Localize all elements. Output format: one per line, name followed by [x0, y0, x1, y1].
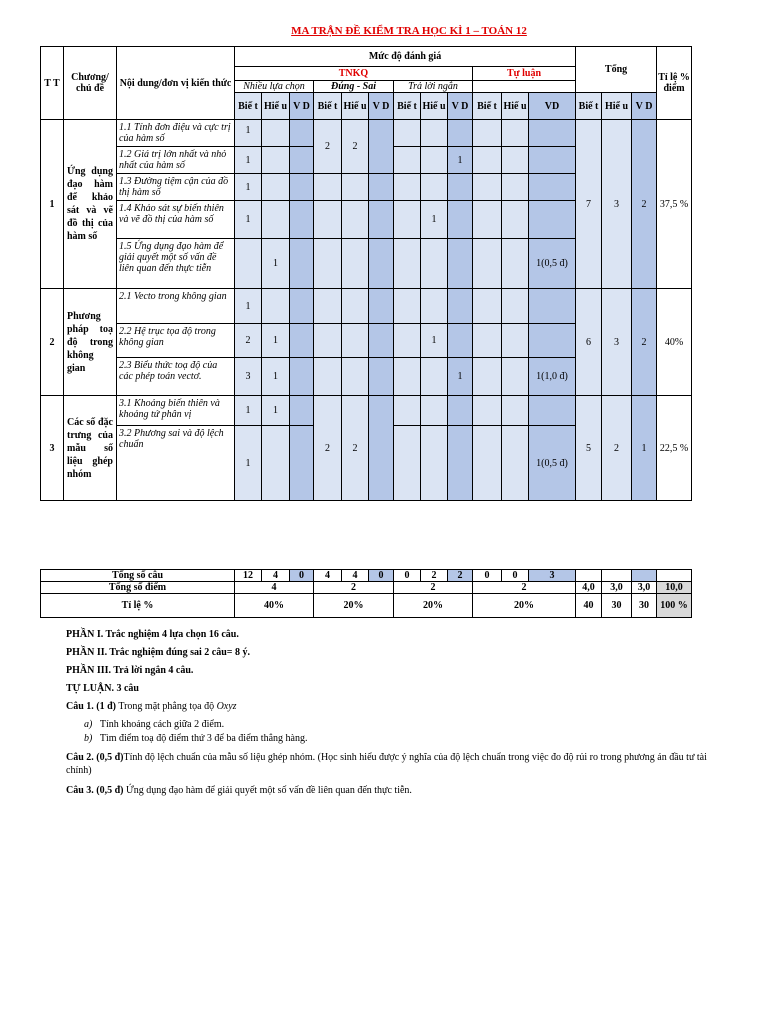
- summary-points-total: 4,0: [576, 582, 602, 594]
- summary-ratio: 20%: [473, 594, 576, 618]
- summary-ratio: 20%: [314, 594, 394, 618]
- summary-count: 2: [448, 570, 473, 582]
- header-tf: Đúng - Sai: [314, 81, 394, 93]
- row-tt: 1: [41, 120, 64, 289]
- cell-value: 1: [448, 147, 473, 174]
- summary-count: 4: [314, 570, 342, 582]
- content-cell: 2.3 Biểu thức toạ độ của các phép toán vectơ.: [117, 358, 235, 396]
- cell-value: 1: [448, 358, 473, 396]
- summary-count: 4: [262, 570, 290, 582]
- summary-count: 0: [502, 570, 529, 582]
- cell-value: 1: [421, 324, 448, 358]
- col-hieu: Hiể u: [262, 93, 290, 120]
- summary-count: 3: [529, 570, 576, 582]
- header-mcq: Nhiều lựa chọn: [235, 81, 314, 93]
- question-1a-text: Tính khoảng cách giữa 2 điểm.: [99, 719, 225, 730]
- row-tt: 2: [41, 289, 64, 396]
- header-tuluan: Tự luận: [473, 67, 576, 81]
- cell-value: 2: [342, 120, 369, 174]
- summary-ratio-total: 40: [576, 594, 602, 618]
- summary-ratio-total: 30: [602, 594, 632, 618]
- question-2: [66, 751, 726, 777]
- summary-ratio-total: 30: [632, 594, 657, 618]
- col-biet: Biế t: [314, 93, 342, 120]
- total-hieu: 3: [602, 289, 632, 396]
- header-chapter: Chương/ chủ đề: [64, 47, 117, 120]
- cell-value: 1: [421, 201, 448, 239]
- content-cell: 1.5 Ứng dụng đạo hàm để giải quyết một số vấn đề liên quan đến thực tiễn: [117, 239, 235, 289]
- col-biet: Biế t: [235, 93, 262, 120]
- ratio-cell: 37,5 %: [657, 120, 692, 289]
- content-cell: 3.2 Phương sai và độ lệch chuẩn: [117, 426, 235, 501]
- essay-text: TỰ LUẬN. 3 câu: [66, 683, 139, 694]
- summary-points-total: 3,0: [632, 582, 657, 594]
- page-title: MA TRẬN ĐỀ KIỂM TRA HỌC KÌ 1 – TOÁN 12: [291, 25, 527, 37]
- content-cell: 2.1 Vecto trong không gian: [117, 289, 235, 324]
- ratio-cell: 40%: [657, 289, 692, 396]
- cell-value: 3: [235, 358, 262, 396]
- total-biet: 6: [576, 289, 602, 396]
- question-2-label: Câu 2. (0,5 đ): [66, 752, 124, 763]
- content-cell: 2.2 Hệ trục tọa độ trong không gian: [117, 324, 235, 358]
- ratio-cell: 22,5 %: [657, 396, 692, 501]
- part-2-note: [66, 646, 250, 659]
- summary-points: 2: [314, 582, 394, 594]
- cell-value: 2: [235, 324, 262, 358]
- question-3-label: Câu 3. (0,5 đ): [66, 785, 124, 796]
- col-vd: V D: [448, 93, 473, 120]
- question-1-italic: Oxyz: [216, 701, 237, 712]
- question-1-text: Trong mặt phẳng tọa độ: [116, 701, 217, 712]
- col-hieu: Hiể u: [421, 93, 448, 120]
- col-biet: Biế t: [576, 93, 602, 120]
- total-vd: 1: [632, 396, 657, 501]
- cell-value: 1: [235, 396, 262, 426]
- part-3-text: PHẦN III. Trả lời ngắn 4 câu.: [66, 665, 194, 676]
- col-hieu: Hiể u: [502, 93, 529, 120]
- part-1-text: PHẦN I. Trắc nghiệm 4 lựa chọn 16 câu.: [66, 629, 239, 640]
- content-cell: 3.1 Khoảng biến thiên và khoảng tứ phân vị: [117, 396, 235, 426]
- part-2-text: PHẦN II. Trắc nghiệm đúng sai 2 câu= 8 ý.: [66, 647, 250, 658]
- cell-value: 2: [314, 120, 342, 174]
- col-vd: V D: [369, 93, 394, 120]
- cell-value: 1: [262, 396, 290, 426]
- content-cell: 1.1 Tính đơn điệu và cực trị của hàm số: [117, 120, 235, 147]
- cell-value: 1: [235, 120, 262, 147]
- cell-value: 1: [262, 324, 290, 358]
- content-cell: 1.4 Khảo sát sự biến thiên và vẽ đồ thị của hàm số: [117, 201, 235, 239]
- cell-value: 1: [235, 147, 262, 174]
- summary-points-total: 3,0: [602, 582, 632, 594]
- summary-count: 0: [369, 570, 394, 582]
- part-3-note: [66, 664, 193, 677]
- col-vd: V D: [290, 93, 314, 120]
- col-hieu: Hiể u: [602, 93, 632, 120]
- summary-ratio-label: Tỉ lệ %: [41, 594, 235, 618]
- total-hieu: 3: [602, 120, 632, 289]
- question-3: [66, 784, 412, 797]
- question-1a: [84, 718, 224, 731]
- total-biet: 5: [576, 396, 602, 501]
- matrix-table: [40, 46, 692, 501]
- total-hieu: 2: [602, 396, 632, 501]
- header-tnkq: TNKQ: [235, 67, 473, 81]
- header-tt: T T: [41, 47, 64, 120]
- cell-value: 1: [235, 201, 262, 239]
- cell-value: 1: [235, 426, 262, 501]
- part-1-note: [66, 628, 239, 641]
- col-vd: VD: [529, 93, 576, 120]
- chapter-cell: Phương pháp toạ độ trong không gian: [64, 289, 117, 396]
- summary-count: 0: [394, 570, 421, 582]
- header-content: Nội dung/đơn vị kiến thức: [117, 47, 235, 120]
- summary-count-label: Tổng số câu: [41, 570, 235, 582]
- col-vd: V D: [632, 93, 657, 120]
- summary-table: [40, 569, 692, 618]
- cell-value: 1: [262, 239, 290, 289]
- summary-count: 12: [235, 570, 262, 582]
- question-2-text: Tính độ lệch chuẩn của mẫu số liệu ghép nhóm. (Học sinh hiểu được ý nghĩa của độ lệch chuẩn trong việc đo độ rủi ro trong phương án đầu tư tài chính): [66, 752, 707, 776]
- question-1b-text: Tìm điểm toạ độ điểm thứ 3 để ba điểm thẳng hàng.: [99, 733, 308, 744]
- header-short: Trả lời ngắn: [394, 81, 473, 93]
- summary-count: 0: [290, 570, 314, 582]
- content-cell: 1.3 Đường tiệm cận của đồ thị hàm số: [117, 174, 235, 201]
- total-biet: 7: [576, 120, 602, 289]
- total-vd: 2: [632, 289, 657, 396]
- question-1b: [84, 732, 307, 745]
- question-1a-mark: a): [84, 719, 93, 730]
- cell-value: 1(1,0 đ): [529, 358, 576, 396]
- header-total: Tổng: [576, 47, 657, 93]
- cell-value: 1(0,5 đ): [529, 426, 576, 501]
- summary-points: 2: [473, 582, 576, 594]
- chapter-cell: Ứng dụng đạo hàm để khảo sát và vẽ đồ thị của hàm số: [64, 120, 117, 289]
- cell-value: 2: [342, 396, 369, 501]
- col-biet: Biế t: [473, 93, 502, 120]
- summary-ratio: 20%: [394, 594, 473, 618]
- total-vd: 2: [632, 120, 657, 289]
- chapter-cell: Các số đặc trưng của mẫu số liệu ghép nhóm: [64, 396, 117, 501]
- summary-points: 4: [235, 582, 314, 594]
- summary-ratio-total: 100 %: [657, 594, 692, 618]
- summary-points-total: 10,0: [657, 582, 692, 594]
- col-hieu: Hiể u: [342, 93, 369, 120]
- cell-value: 2: [314, 396, 342, 501]
- question-1: [66, 700, 237, 713]
- row-tt: 3: [41, 396, 64, 501]
- summary-count: 2: [421, 570, 448, 582]
- essay-note: [66, 682, 139, 695]
- cell-value: 1: [235, 174, 262, 201]
- summary-count: 4: [342, 570, 369, 582]
- question-1b-mark: b): [84, 733, 93, 744]
- cell-value: 1: [262, 358, 290, 396]
- summary-points-label: Tổng số điểm: [41, 582, 235, 594]
- summary-points: 2: [394, 582, 473, 594]
- col-biet: Biế t: [394, 93, 421, 120]
- cell-value: 1: [235, 289, 262, 324]
- header-ratio: Tỉ lệ % điểm: [657, 47, 692, 120]
- cell-value: 1(0,5 đ): [529, 239, 576, 289]
- content-cell: 1.2 Giá trị lớn nhất và nhỏ nhất của hàm số: [117, 147, 235, 174]
- header-level: Mức độ đánh giá: [235, 47, 576, 67]
- summary-ratio: 40%: [235, 594, 314, 618]
- question-1-label: Câu 1. (1 đ): [66, 701, 117, 712]
- summary-count: 0: [473, 570, 502, 582]
- question-3-text: Ứng dụng đạo hàm để giải quyết một số vấn đề liên quan đến thực tiễn.: [123, 785, 412, 796]
